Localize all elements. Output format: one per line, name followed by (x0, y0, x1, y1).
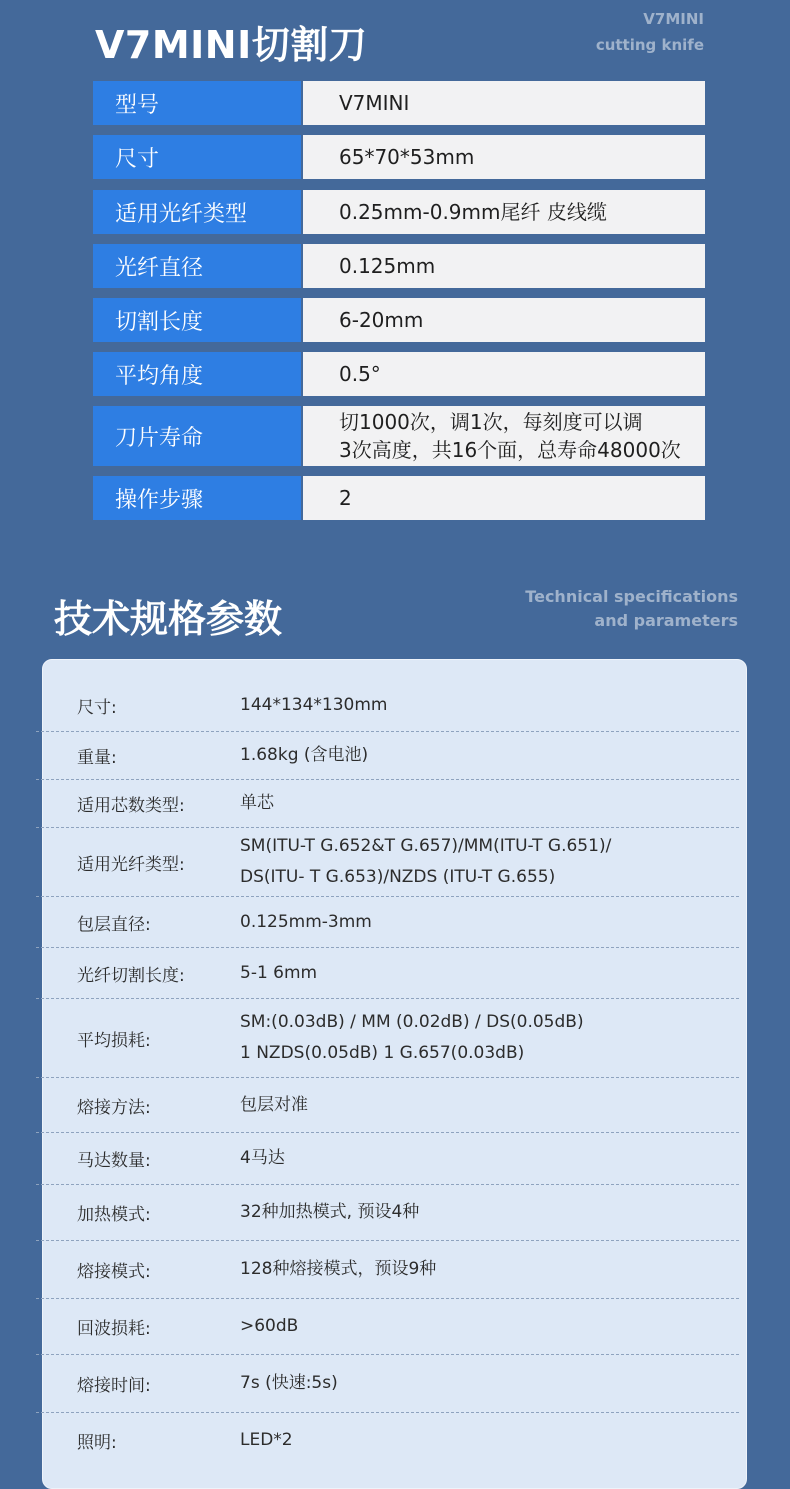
spec-value: 0.25mm-0.9mm尾纤 皮线缆 (303, 190, 705, 234)
section-subtitle-en (525, 585, 738, 633)
param-key: 熔接方法: (77, 1097, 151, 1118)
spec-value: 0.5° (303, 352, 705, 396)
param-key: 平均损耗: (77, 1030, 151, 1051)
param-row (36, 948, 739, 999)
product-subtitle-en (596, 6, 704, 58)
param-value: LED*2 (240, 1429, 293, 1450)
param-value: SM:(0.03dB) / MM (0.02dB) / DS(0.05dB) 1 NZDS(0.05dB) 1 G.657(0.03dB) (240, 1012, 584, 1063)
spec-key: 尺寸 (93, 135, 301, 179)
param-key: 适用光纤类型: (77, 854, 185, 875)
subtitle-line-2: cutting knife (595, 36, 704, 54)
spec-key: 平均角度 (93, 352, 301, 396)
param-value: 单芯 (240, 793, 274, 813)
spec-value: 切1000次，调1次，每刻度可以调 3次高度，共16个面，总寿命48000次 (303, 406, 705, 466)
param-value: 包层对准 (240, 1094, 308, 1115)
param-value: 1.68kg (含电池) (240, 745, 369, 765)
param-row (36, 1078, 739, 1133)
spec-value: V7MINI (303, 81, 705, 125)
param-row (36, 1413, 739, 1467)
spec-row (93, 81, 705, 125)
param-key: 加热模式: (77, 1205, 151, 1225)
spec-key: 刀片寿命 (93, 406, 301, 466)
product-title: V7MINI切割刀 (95, 23, 368, 67)
param-key: 包层直径: (77, 914, 151, 935)
spec-row (93, 190, 705, 234)
param-row (36, 897, 739, 948)
spec-row (93, 476, 705, 520)
spec-key: 操作步骤 (93, 476, 301, 520)
param-key: 适用芯数类型: (77, 796, 185, 816)
param-row (36, 1299, 739, 1355)
param-row (36, 1355, 739, 1413)
param-key: 熔接时间: (77, 1376, 151, 1396)
product-spec-section (0, 0, 790, 560)
subtitle-line-2: and parameters (594, 611, 738, 630)
spec-value: 0.125mm (303, 244, 705, 288)
spec-value: 6-20mm (303, 298, 705, 342)
param-key: 重量: (77, 748, 117, 768)
spec-key: 型号 (93, 81, 301, 125)
param-row (36, 1185, 739, 1241)
spec-value: 2 (303, 476, 705, 520)
parameters-list (36, 680, 739, 1467)
section-title: 技术规格参数 (54, 597, 283, 641)
spec-key: 切割长度 (93, 298, 301, 342)
param-value: 144*134*130mm (240, 695, 388, 715)
param-row (36, 1133, 739, 1185)
param-key: 回波损耗: (77, 1319, 151, 1339)
param-key: 熔接模式: (77, 1262, 151, 1282)
param-row (36, 828, 739, 897)
param-key: 马达数量: (77, 1151, 151, 1171)
spec-key: 适用光纤类型 (93, 190, 301, 234)
param-row (36, 680, 739, 732)
spec-key: 光纤直径 (93, 244, 301, 288)
spec-row (93, 244, 705, 288)
param-value: 128种熔接模式，预设9种 (240, 1259, 437, 1279)
param-value: 0.125mm-3mm (240, 911, 372, 932)
param-value: 32种加热模式, 预设4种 (240, 1202, 420, 1222)
param-value: 5-1 6mm (240, 962, 318, 983)
param-row (36, 780, 739, 828)
spec-table (93, 81, 705, 530)
param-row (36, 732, 739, 780)
subtitle-line-1: Technical specifications (525, 587, 738, 606)
spec-value: 65*70*53mm (303, 135, 705, 179)
param-row (36, 1241, 739, 1299)
param-row (36, 999, 739, 1078)
param-key: 尺寸: (77, 698, 117, 718)
spec-row (93, 406, 705, 466)
spec-row (93, 135, 705, 179)
param-value: SM(ITU-T G.652&T G.657)/MM(ITU-T G.651)/ DS(ITU- T G.653)/NZDS (ITU-T G.655) (240, 836, 612, 887)
param-key: 照明: (77, 1432, 117, 1453)
subtitle-line-1: V7MINI (643, 10, 704, 28)
param-value: 4马达 (240, 1148, 285, 1168)
param-value: >60dB (240, 1316, 299, 1336)
param-key: 光纤切割长度: (77, 965, 185, 986)
spec-row (93, 298, 705, 342)
spec-row (93, 352, 705, 396)
param-value: 7s (快速:5s) (240, 1373, 338, 1393)
